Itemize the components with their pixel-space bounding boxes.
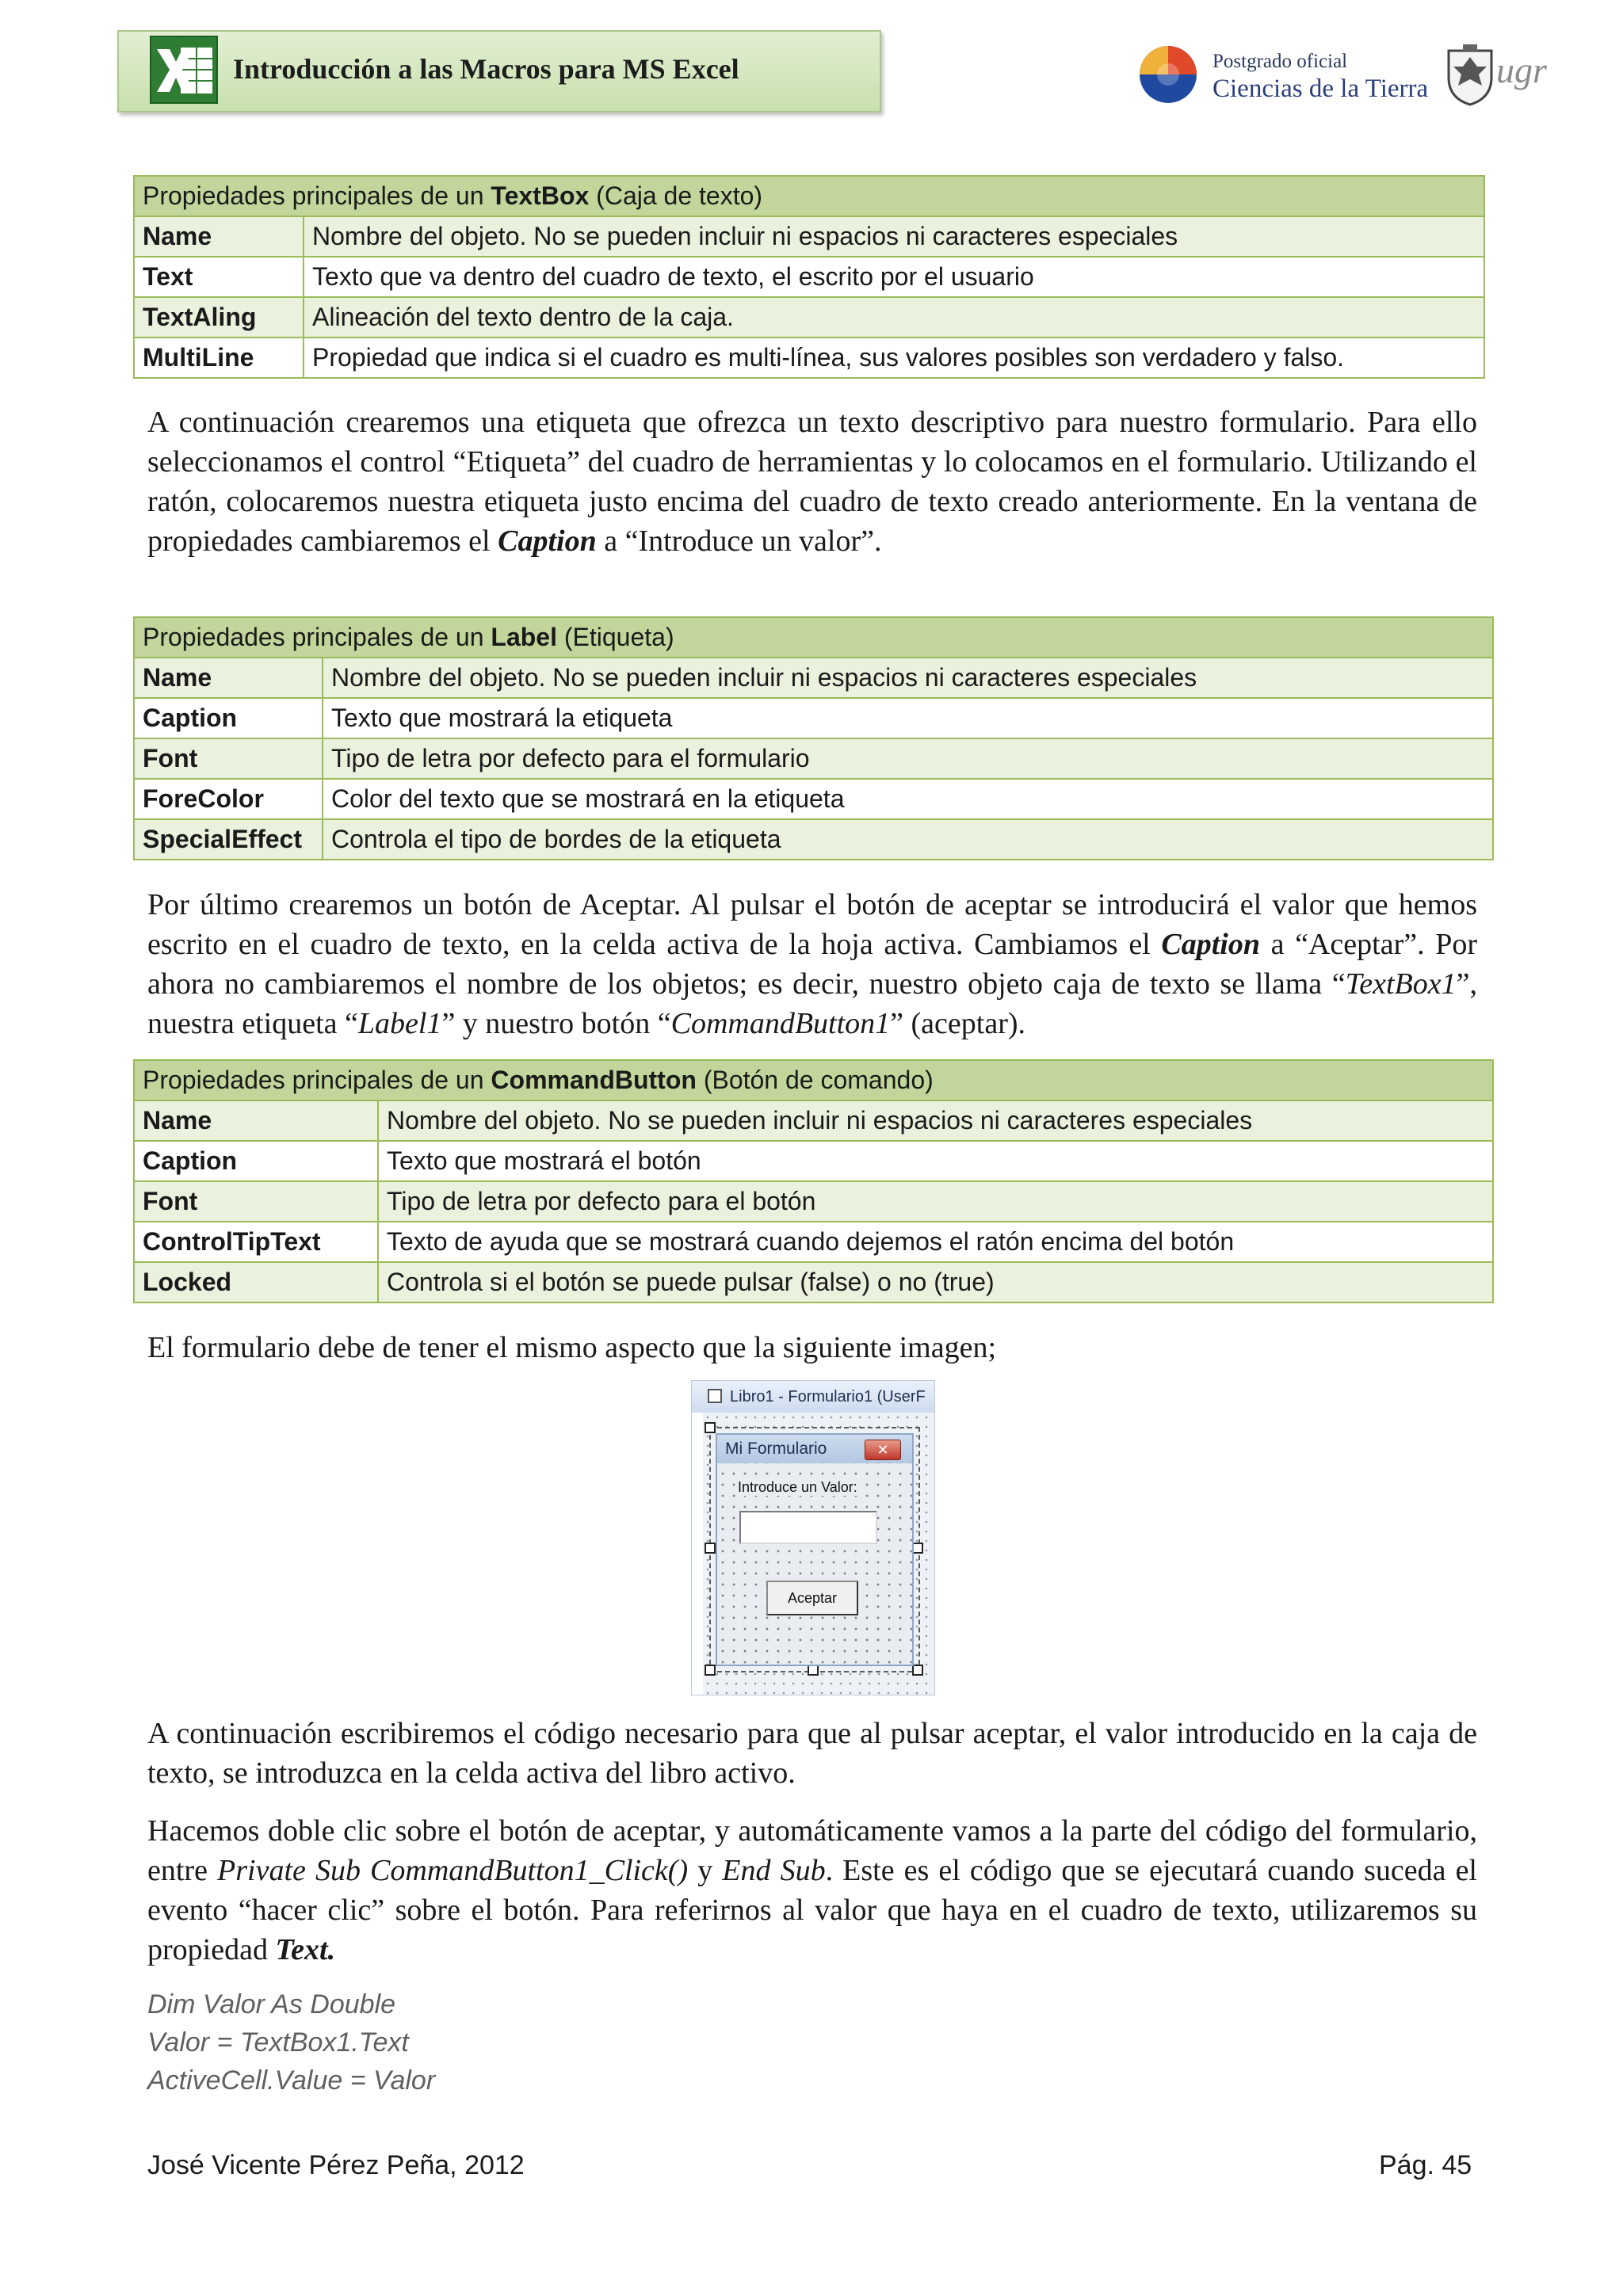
userform-title: Mi Formulario (725, 1440, 827, 1458)
property-name: Locked (134, 1262, 378, 1302)
footer-author: José Vicente Pérez Peña, 2012 (147, 2150, 525, 2180)
property-description: Tipo de letra por defecto para el botón (378, 1181, 1493, 1222)
property-name: Name (134, 216, 304, 257)
table-row (134, 1222, 1493, 1262)
code-block (147, 1985, 435, 2100)
resize-handle (705, 1543, 716, 1554)
table-row (134, 658, 1493, 698)
property-description: Nombre del objeto. No se pueden incluir ni espacios ni caracteres especiales (323, 658, 1493, 698)
header-title: Introducción a las Macros para MS Excel (233, 53, 739, 85)
property-description: Propiedad que indica si el cuadro es multi-línea, sus valores posibles son verdadero y falso. (304, 338, 1484, 378)
property-description: Controla el tipo de bordes de la etiqueta (323, 819, 1493, 860)
table-row (134, 738, 1493, 779)
table-row (134, 338, 1484, 378)
paragraph-form-aspect: El formulario debe de tener el mismo aspecto que la siguiente imagen; (147, 1331, 997, 1364)
property-name: Font (134, 738, 323, 779)
table-row (134, 1181, 1493, 1222)
property-name: ForeColor (134, 779, 323, 819)
table-header: Propiedades principales de un CommandButton (Botón de comando) (134, 1060, 1493, 1100)
resize-handle (705, 1422, 716, 1433)
university-crest-icon (1442, 43, 1498, 106)
property-description: Tipo de letra por defecto para el formulario (323, 738, 1493, 779)
property-name: TextAling (134, 297, 304, 338)
property-name: Name (134, 1100, 378, 1141)
table-row (134, 698, 1493, 738)
table-header: Propiedades principales de un TextBox (Caja de texto) (134, 176, 1484, 216)
userform-screenshot (691, 1380, 935, 1695)
property-description: Texto que va dentro del cuadro de texto, el escrito por el usuario (304, 257, 1484, 297)
userform-titlebar (717, 1435, 912, 1463)
property-description: Texto de ayuda que se mostrará cuando dejemos el ratón encima del botón (378, 1222, 1493, 1262)
paragraph-label-intro: A continuación crearemos una etiqueta que ofrezca un texto descriptivo para nuestro formulario. Para ello seleccionamos el control “Etiqueta” del cuadro de herramientas y lo colocamos en el formulario. Utilizando el ratón, colocaremos nuestra etiqueta justo encima del cuadro de texto creado anteriormente. En la ventana de propiedades cambiaremos el Caption a “Introduce un valor”. (147, 406, 1477, 558)
table-row (134, 216, 1484, 257)
postgrado-logo-icon (1138, 44, 1198, 105)
vbe-window-titlebar (692, 1381, 934, 1413)
property-description: Controla si el botón se puede pulsar (false) o no (true) (378, 1262, 1493, 1302)
code-line: Dim Valor As Double (147, 1989, 396, 2019)
property-description: Texto que mostrará la etiqueta (323, 698, 1493, 738)
property-description: Texto que mostrará el botón (378, 1141, 1493, 1181)
userform-label: Introduce un Valor: (738, 1479, 857, 1495)
commandbutton-properties-table (133, 1059, 1494, 1303)
userform-textbox (739, 1511, 877, 1544)
property-name: Font (134, 1181, 378, 1222)
property-description: Alineación del texto dentro de la caja. (304, 297, 1484, 338)
vbe-window-title: Libro1 - Formulario1 (UserF (730, 1388, 926, 1405)
code-line: ActiveCell.Value = Valor (147, 2065, 436, 2096)
property-name: Caption (134, 1141, 378, 1181)
table-row (134, 779, 1493, 819)
property-name: Name (134, 658, 323, 698)
userform-window (716, 1433, 914, 1666)
property-name: ControlTipText (134, 1222, 378, 1262)
table-row (134, 1262, 1493, 1302)
table-row (134, 819, 1493, 860)
close-icon: ✕ (865, 1440, 901, 1460)
paragraph-code-intro: A continuación escribiremos el código necesario para que al pulsar aceptar, el valor introducido en la caja de texto, se introduzca en la celda activa del libro activo. (147, 1717, 1477, 1790)
resize-handle (705, 1665, 716, 1676)
table-header-object: CommandButton (491, 1066, 697, 1094)
table-header-object: TextBox (491, 181, 590, 210)
property-description: Nombre del objeto. No se pueden incluir ni espacios ni caracteres especiales (378, 1100, 1493, 1141)
property-description: Color del texto que se mostrará en la etiqueta (323, 779, 1493, 819)
resize-handle (808, 1665, 819, 1676)
table-row (134, 257, 1484, 297)
excel-logo-icon (149, 35, 219, 105)
code-line: Valor = TextBox1.Text (147, 2027, 409, 2058)
form-window-icon (708, 1389, 722, 1403)
property-name: MultiLine (134, 338, 304, 378)
label-properties-table (133, 616, 1494, 860)
property-name: Caption (134, 698, 323, 738)
table-row (134, 1100, 1493, 1141)
paragraph-button-intro: Por último crearemos un botón de Aceptar. Al pulsar el botón de aceptar se introducirá el valor que hemos escrito en el cuadro de texto, en la celda activa de la hoja activa. Cambiamos el Caption a “Aceptar”. Por ahora no cambiaremos el nombre de los objetos; es decir, nuestro objeto caja de texto se llama “TextBox1”, nuestra etiqueta “Label1” y nuestro botón “CommandButton1” (aceptar). (147, 888, 1477, 1040)
table-header: Propiedades principales de un Label (Etiqueta) (134, 617, 1493, 658)
paragraph-click-event: Hacemos doble clic sobre el botón de aceptar, y automáticamente vamos a la parte del código del formulario, entre Private Sub CommandButton1_Click() y End Sub. Este es el código que se ejecutará cuando suceda el evento “hacer clic” sobre el botón. Para referirnos al valor que haya en el cuadro de texto, utilizaremos su propiedad Text. (147, 1814, 1477, 1966)
header-org-line1: Postgrado oficial (1212, 51, 1348, 72)
footer-page-number: Pág. 45 (1379, 2150, 1472, 2180)
table-header-object: Label (491, 623, 557, 651)
resize-handle (912, 1543, 923, 1554)
table-row (134, 297, 1484, 338)
userform-accept-button: Aceptar (766, 1581, 858, 1615)
property-description: Nombre del objeto. No se pueden incluir ni espacios ni caracteres especiales (304, 216, 1484, 257)
textbox-properties-table (133, 175, 1485, 379)
property-name: SpecialEffect (134, 819, 323, 860)
property-name: Text (134, 257, 304, 297)
table-row (134, 1141, 1493, 1181)
header-org-line2: Ciencias de la Tierra (1212, 74, 1429, 103)
ugr-wordmark: ugr (1496, 50, 1547, 90)
resize-handle (912, 1665, 923, 1676)
